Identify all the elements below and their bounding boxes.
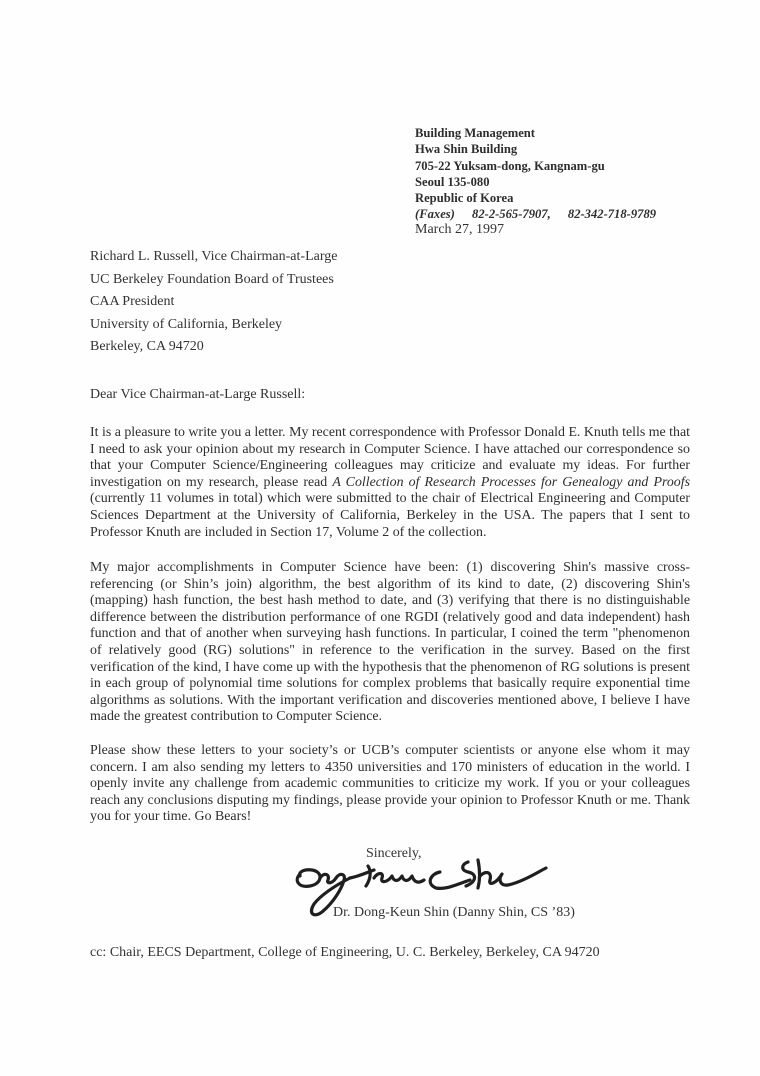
sender-line: 705-22 Yuksam-dong, Kangnam-gu [415, 158, 605, 173]
p1-text-after: (currently 11 volumes in total) which were submitted to the chair of Electrical Engineering and Computer Sciences Department at the University of California, Berkeley in the USA. The papers that I sent to Professor Knuth are included in Section 17, Volume 2 of the collection. [90, 491, 690, 540]
signer-name: Dr. Dong-Keun Shin (Danny Shin, CS ’83) [333, 905, 575, 920]
fax-number: 82-2-565-7907, [472, 207, 551, 222]
sender-address [415, 125, 670, 223]
recipient-line: Berkeley, CA 94720 [90, 339, 204, 355]
letter-date: March 27, 1997 [415, 222, 505, 237]
p1-text-before: It is a pleasure to write you a letter. My recent correspondence with Professor Donald E. Knuth tells me that I need to ask your opinion about my research in Computer Science. I have attached our correspondence so that your Computer Science/Engineering colleagues may criticize and evaluate my ideas. For further investigation on my research, please read [90, 425, 690, 490]
fax-label: (Faxes) [415, 207, 455, 222]
salutation: Dear Vice Chairman-at-Large Russell: [90, 387, 306, 402]
sender-line: Republic of Korea [415, 191, 514, 206]
cc-line: cc: Chair, EECS Department, College of Engineering, U. C. Berkeley, Berkeley, CA 94720 [90, 945, 600, 960]
recipient-line: University of California, Berkeley [90, 316, 283, 332]
body-paragraph-2: My major accomplishments in Computer Science have been: (1) discovering Shin's massive cross-referencing (or Shin’s join) algorithm, the best algorithm of its kind to date, (2) discovering Shin's (mapping) hash function, the best hash method to date, and (3) verifying that there is no distinguishable difference between the distribution performance of one RGDI (relatively good and data independent) hash function and that of another when surveying hash functions. In particular, I coined the term "phenomenon of relatively good (RG) solutions" in reference to the verification in the survey. Based on the first verification of the kind, I have come up with the hypothesis that the phenomenon of RG solutions is present in each group of polynomial time solutions for complex problems that basically require exponential time algorithms as solutions. With the important verification and discoveries mentioned above, I believe I have made the greatest contribution to Computer Science. [90, 560, 690, 725]
recipient-line: CAA President [90, 294, 175, 310]
fax-number: 82-342-718-9789 [567, 207, 657, 222]
collection-title: A Collection of Research Processes for Genealogy and Proofs [332, 474, 690, 490]
body-paragraph-3: Please show these letters to your society’s or UCB’s computer scientists or anyone else whom it may concern. I am also sending my letters to 4350 universities and 170 ministers of education in the world. I openly invite any challenge from academic communities to criticize my work. If you or your colleagues reach any conclusions disputing my findings, please provide your opinion to Professor Knuth or me. Thank you for your time. Go Bears! [90, 743, 690, 825]
recipient-line: UC Berkeley Foundation Board of Trustees [90, 271, 334, 287]
body-paragraph-1 [90, 425, 690, 541]
sender-line: Hwa Shin Building [415, 142, 518, 157]
recipient-address [90, 246, 337, 359]
closing: Sincerely, [366, 846, 422, 861]
sender-line: Building Management [415, 126, 536, 140]
sender-line: Seoul 135-080 [415, 174, 490, 189]
recipient-line: Richard L. Russell, Vice Chairman-at-Large [90, 249, 338, 264]
